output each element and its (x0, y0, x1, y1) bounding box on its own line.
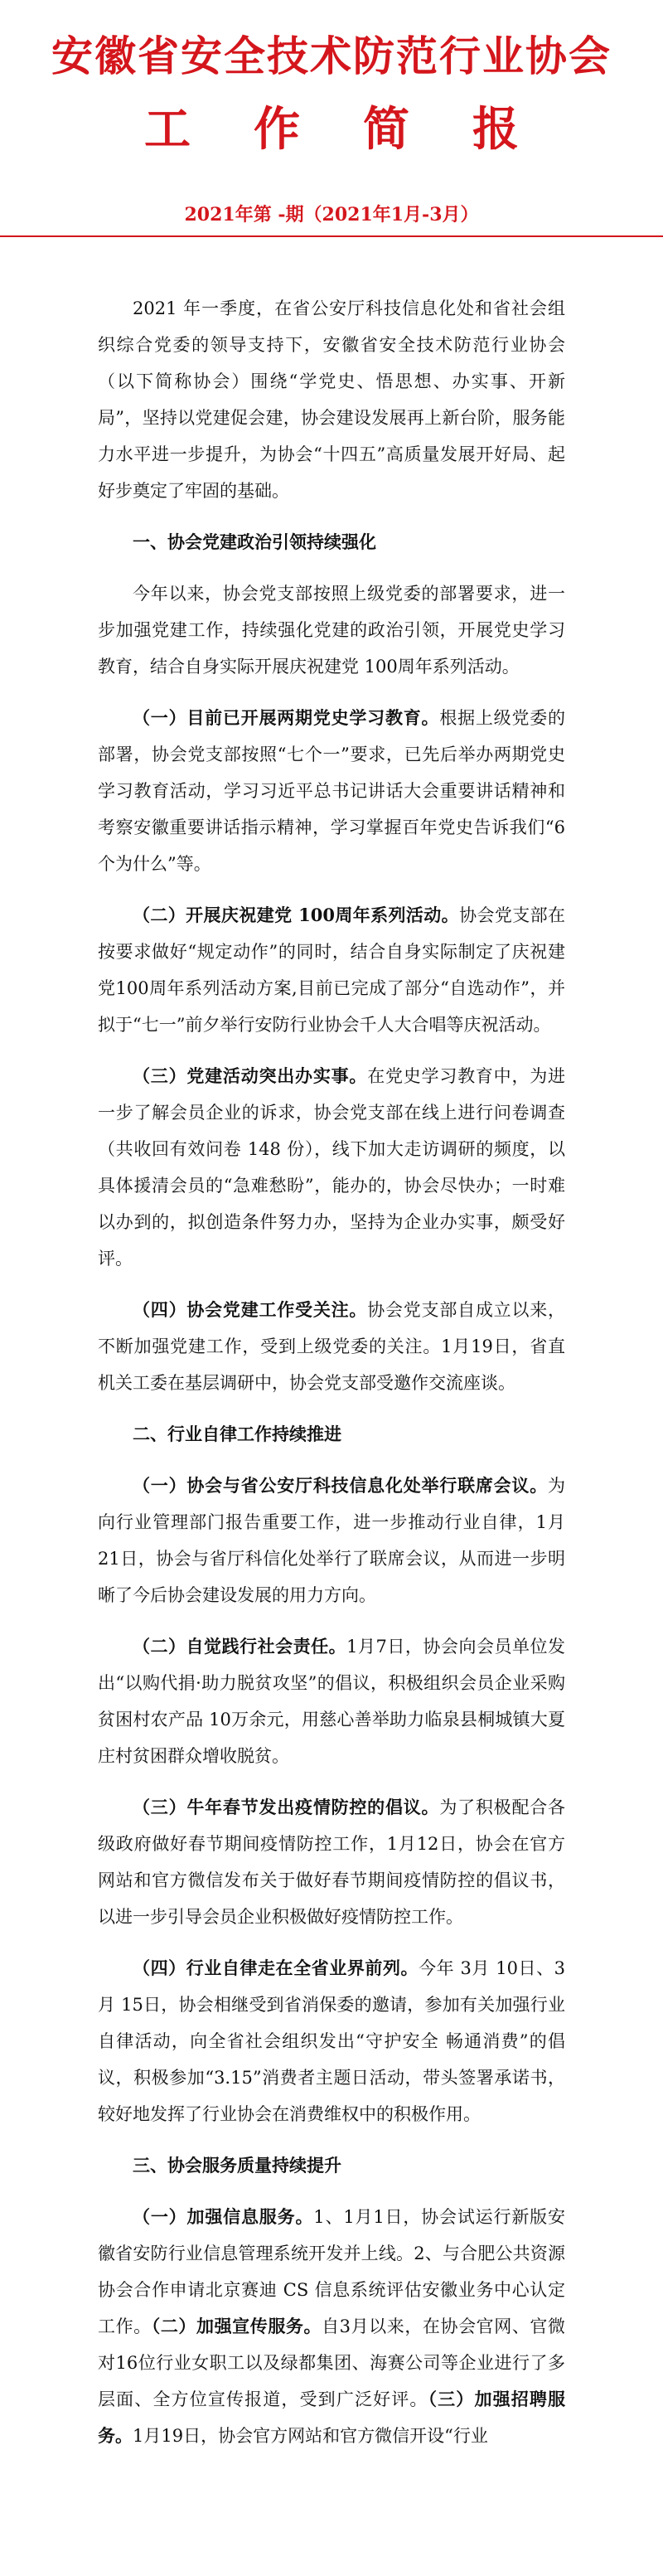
item-lead: （三）党建活动突出办实事。 (133, 1065, 368, 1086)
item-text: 1月19日，协会官方网站和官方微信开设“行业 (133, 2426, 488, 2446)
section-heading-1: 一、协会党建政治引领持续强化 (133, 531, 376, 552)
section-1-intro: 今年以来，协会党支部按照上级党委的部署要求，进一步加强党建工作，持续强化党建的政治引领，开展党史学习教育，结合自身实际开展庆祝建党 100周年系列活动。 (98, 584, 565, 677)
item-text: 为了积极配合各级政府做好春节期间疫情防控工作，1月12日，协会在官方网站和官方微信发布关于做好春节期间疫情防控的倡议书，以进一步引导会员企业积极做好疫情防控工作。 (98, 1797, 566, 1927)
item-lead: （三）加强招聘服务。 (98, 2389, 566, 2446)
item-text: 为向行业管理部门报告重要工作，进一步推动行业自律，1月21日，协会与省厅科信化处举行了联席会议，从而进一步明晰了今后协会建设发展的用力方向。 (98, 1476, 565, 1605)
item-lead: （一）协会与省公安厅科技信息化处举行联席会议。 (133, 1475, 548, 1496)
item-text: 协会党支部在按要求做好“规定动作”的同时，结合自身实际制定了庆祝建党100周年系列活动方案,目前已完成了部分“自选动作”，并拟于“七一”前夕举行安防行业协会千人大合唱等庆祝活动。 (98, 905, 566, 1035)
section-1-item-2 (98, 897, 565, 1043)
section-3-items (98, 2199, 565, 2454)
item-text: 1、1月1日，协会试运行新版安徽省安防行业信息管理系统开发并上线。2、与合肥公共资源协会合作申请北京赛迪 CS 信息系统评估安徽业务中心认定工作。 (98, 2207, 565, 2336)
item-text: 自3月以来，在协会官网、官微对16位行业女职工以及绿都集团、海赛公司等企业进行了多层面、全方位宣传报道，受到广泛好评。 (98, 2316, 566, 2409)
section-1-item-4 (98, 1292, 565, 1401)
section-heading-2: 二、行业自律工作持续推进 (133, 1424, 341, 1444)
section-2-item-4 (98, 1950, 565, 2132)
intro-paragraph: 2021 年一季度，在省公安厅科技信息化处和省社会组织综合党委的领导支持下，安徽省安全技术防范行业协会（以下简称协会）围绕“学党史、悟思想、办实事、开新局”，坚持以党建促会建，协会建设发展再上新台阶，服务能力水平进一步提升，为协会“十四五”高质量发展开好局、起好步奠定了牢固的基础。 (98, 298, 565, 501)
document-header (0, 0, 663, 237)
section-1-item-1 (98, 700, 565, 882)
item-lead: （一）加强信息服务。 (133, 2206, 314, 2227)
issue-line: 2021年第 -期（2021年1月-3月） (184, 204, 479, 226)
item-text: 根据上级党委的部署，协会党支部按照“七个一”要求，已先后举办两期党史学习教育活动，学习习近平总书记讲话大会重要讲话精神和考察安徽重要讲话指示精神，学习掌握百年党史告诉我们“6个为什么”等。 (98, 708, 566, 874)
item-lead: （二）自觉践行社会责任。 (133, 1636, 347, 1657)
brief-title: 工作简报 (144, 102, 582, 157)
item-text: 今年 3月 10日、3月 15日，协会相继受到省消保委的邀请，参加有关加强行业自律活动，向全省社会组织发出“守护安全 畅通消费”的倡议，积极参加“3.15”消费者主题日活动，带头签署承诺书，较好地发挥了行业协会在消费维权中的积极作用。 (98, 1958, 566, 2124)
organization-title: 安徽省安全技术防范行业协会 (51, 32, 612, 80)
item-text: 协会党支部自成立以来，不断加强党建工作，受到上级党委的关注。1月19日，省直机关工委在基层调研中，协会党支部受邀作交流座谈。 (98, 1300, 566, 1393)
item-text: 在党史学习教育中，为进一步了解会员企业的诉求，协会党支部在线上进行问卷调查（共收回有效问卷 148 份），线下加大走访调研的频度，以具体援清会员的“急难愁盼”，能办的，协会尽快办；一时难以办到的，拟创造条件努力办，坚持为企业办实事，颇受好评。 (98, 1066, 566, 1269)
item-text: 1月7日，协会向会员单位发出“以购代捐·助力脱贫攻坚”的倡议，积极组织会员企业采购贫困村农产品 10万余元，用慈心善举助力临泉县桐城镇大夏庄村贫困群众增收脱贫。 (98, 1637, 565, 1766)
section-heading-3: 三、协会服务质量持续提升 (133, 2155, 341, 2176)
section-2-item-2 (98, 1628, 565, 1774)
section-2-item-1 (98, 1467, 565, 1613)
section-2-item-3 (98, 1789, 565, 1935)
document-body (0, 237, 663, 2454)
item-lead: （一）目前已开展两期党史学习教育。 (133, 707, 440, 728)
item-lead: （二）开展庆祝建党 100周年系列活动。 (133, 905, 460, 925)
item-lead: （二）加强宣传服务。 (151, 2316, 322, 2336)
section-1-item-3 (98, 1058, 565, 1277)
item-lead: （四）协会党建工作受关注。 (133, 1299, 368, 1320)
item-lead: （四）行业自律走在全省业界前列。 (133, 1957, 419, 1978)
item-lead: （三）牛年春节发出疫情防控的倡议。 (133, 1797, 440, 1817)
